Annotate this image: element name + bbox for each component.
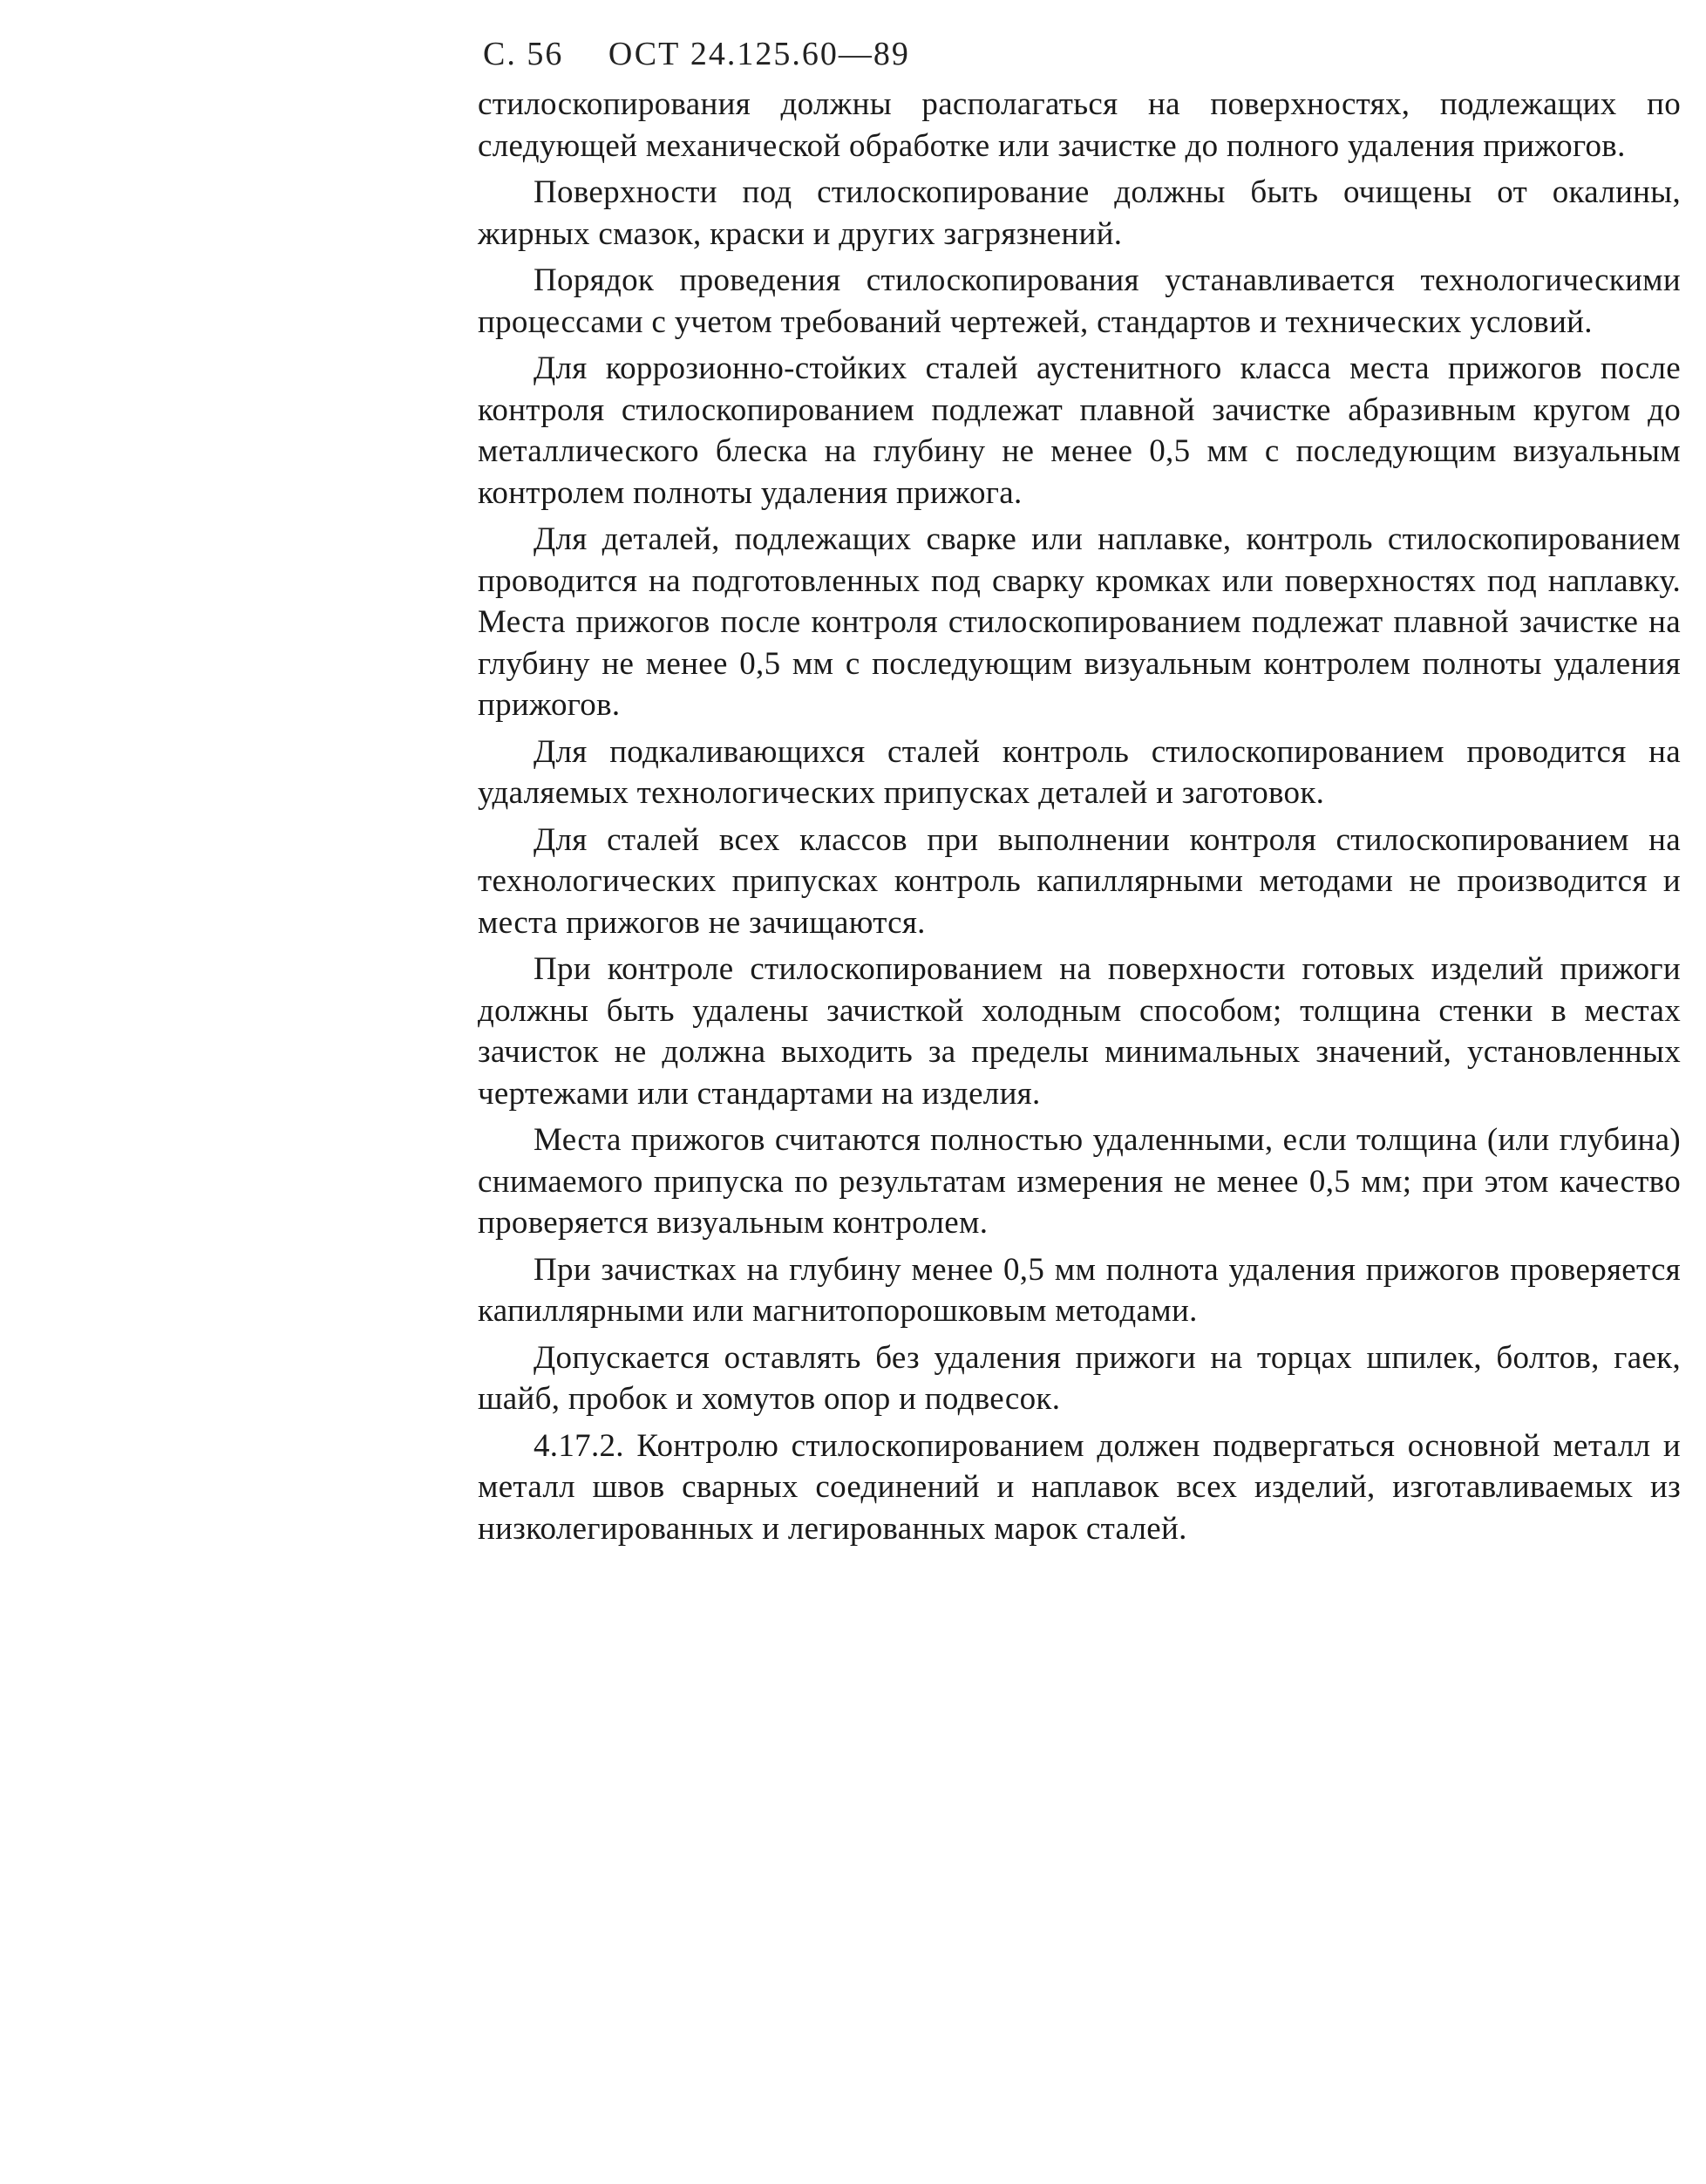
paragraph-finished-products: При контроле стилоскопированием на поверхности готовых изделий прижоги должны быть удалены зачисткой холодным способом; толщина стенки в местах зачисток не должна выходить за пределы минимальных значений, установленных чертежами или стандартами на изделия. xyxy=(478,951,1681,1112)
paragraph-hardening-steels: Для подкаливающихся сталей контроль стилоскопированием проводится на удаляемых технологических припусках деталей и заготовок. xyxy=(478,733,1681,811)
page-header xyxy=(483,33,1681,75)
paragraph-shallow-cleaning: При зачистках на глубину менее 0,5 мм полнота удаления прижогов проверяется капиллярными или магнитопорошковым методами. xyxy=(478,1251,1681,1329)
paragraph-welding-parts: Для деталей, подлежащих сварке или наплавке, контроль стилоскопированием проводится на подготовленных под сварку кромках или поверхностях под наплавку. Места прижогов после контроля стилоскопированием подлежат плавной зачистке на глубину не менее 0,5 мм с последующим визуальным контролем полноты удаления прижогов. xyxy=(478,521,1681,723)
page-number: С. 56 xyxy=(483,36,564,72)
paragraph-austenitic-steels: Для коррозионно-стойких сталей аустенитного класса места прижогов после контроля стилоскопированием подлежат плавной зачистке абразивным кругом до металлического блеска на глубину не менее 0,5 мм с последующим визуальным контролем полноты удаления прижога. xyxy=(478,350,1681,511)
paragraph-clause-4-17-2: 4.17.2. Контролю стилоскопированием должен подвергаться основной металл и металл швов сварных соединений и наплавок всех изделий, изготавливаемых из низколегированных и легированных марок сталей. xyxy=(478,1427,1681,1547)
paragraph-burn-removal-criteria: Места прижогов считаются полностью удаленными, если толщина (или глубина) снимаемого припуска по результатам измерения не менее 0,5 мм; при этом качество проверяется визуальным контролем. xyxy=(478,1122,1681,1241)
document-page xyxy=(478,33,1681,1555)
document-code: ОСТ 24.125.60—89 xyxy=(608,36,910,72)
paragraph-allowed-exceptions: Допускается оставлять без удаления прижоги на торцах шпилек, болтов, гаек, шайб, пробок и хомутов опор и подвесок. xyxy=(478,1339,1681,1417)
paragraph-surface-cleaning: Поверхности под стилоскопирование должны быть очищены от окалины, жирных смазок, краски и других загрязнений. xyxy=(478,174,1681,252)
paragraph-all-steel-classes: Для сталей всех классов при выполнении контроля стилоскопированием на технологических припусках контроль капиллярными методами не производится и места прижогов не зачищаются. xyxy=(478,821,1681,941)
paragraph-continuation: стилоскопирования должны располагаться на поверхностях, подлежащих по следующей механической обработке или зачистке до полного удаления прижогов. xyxy=(478,86,1681,164)
paragraph-procedure-order: Порядок проведения стилоскопирования устанавливается технологическими процессами с учетом требований чертежей, стандартов и технических условий. xyxy=(478,262,1681,340)
